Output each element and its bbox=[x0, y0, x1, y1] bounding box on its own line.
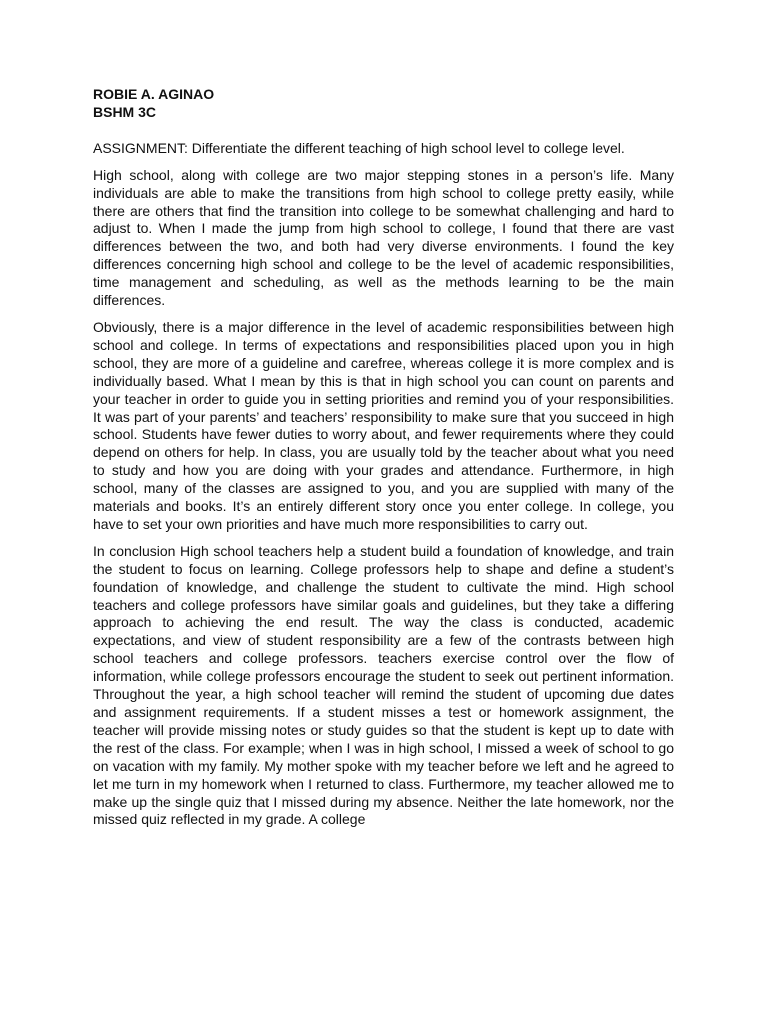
paragraph-conclusion: In conclusion High school teachers help a student build a foundation of knowledge, and train the student to focus on learning. College professors help to shape and define a student’s foundation of knowledge, and challenge the student to cultivate the mind. High school teachers and college professors have similar goals and guidelines, but they take a differing approach to achieving the end result. The way the class is conducted, academic expectations, and view of student responsibility are a few of the contrasts between high school teachers and college professors. teachers exercise control over the flow of information, while college professors encourage the student to seek out pertinent information. Throughout the year, a high school teacher will remind the student of upcoming due dates and assignment requirements. If a student misses a test or homework assignment, the teacher will provide missing notes or study guides so that the student is kept up to date with the rest of the class. For example; when I was in high school, I missed a week of school to go on vacation with my family. My mother spoke with my teacher before we left and he agreed to let me turn in my homework when I returned to class. Furthermore, my teacher allowed me to make up the single quiz that I missed during my absence. Neither the late homework, nor the missed quiz reflected in my grade. A college bbox=[93, 542, 674, 828]
assignment-prompt: ASSIGNMENT: Differentiate the different teaching of high school level to college level. bbox=[93, 139, 625, 156]
paragraph-intro: High school, along with college are two major stepping stones in a person’s life. Many individuals are able to make the transitions from high school to college pretty easily, while there are others that find the transition into college to be somewhat challenging and hard to adjust to. When I made the jump from high school to college, I found that there are vast differences between the two, and both had very diverse environments. I found the key differences concerning high school and college to be the level of academic responsibilities, time management and scheduling, as well as the methods learning to be the main differences. bbox=[93, 166, 674, 309]
paragraph-responsibilities: Obviously, there is a major difference in the level of academic responsibilities between high school and college. In terms of expectations and responsibilities placed upon you in high school, they are more of a guideline and carefree, whereas college it is more complex and is individually based. What I mean by this is that in high school you can count on parents and your teacher in order to guide you in setting priorities and remind you of your responsibilities. It was part of your parents’ and teachers’ responsibility to make sure that you succeed in high school. Students have fewer duties to worry about, and fewer requirements where they could depend on others for help. In class, you are usually told by the teacher about what you need to study and how you are doing with your grades and attendance. Furthermore, in high school, many of the classes are assigned to you, and you are supplied with many of the materials and books. It’s an entirely different story once you enter college. In college, you have to set your own priorities and have much more responsibilities to carry out. bbox=[93, 318, 674, 532]
document-body bbox=[93, 86, 674, 838]
header-spacer bbox=[93, 122, 674, 140]
course-section: BSHM 3C bbox=[93, 103, 157, 120]
author-name: ROBIE A. AGINAO bbox=[93, 86, 215, 102]
